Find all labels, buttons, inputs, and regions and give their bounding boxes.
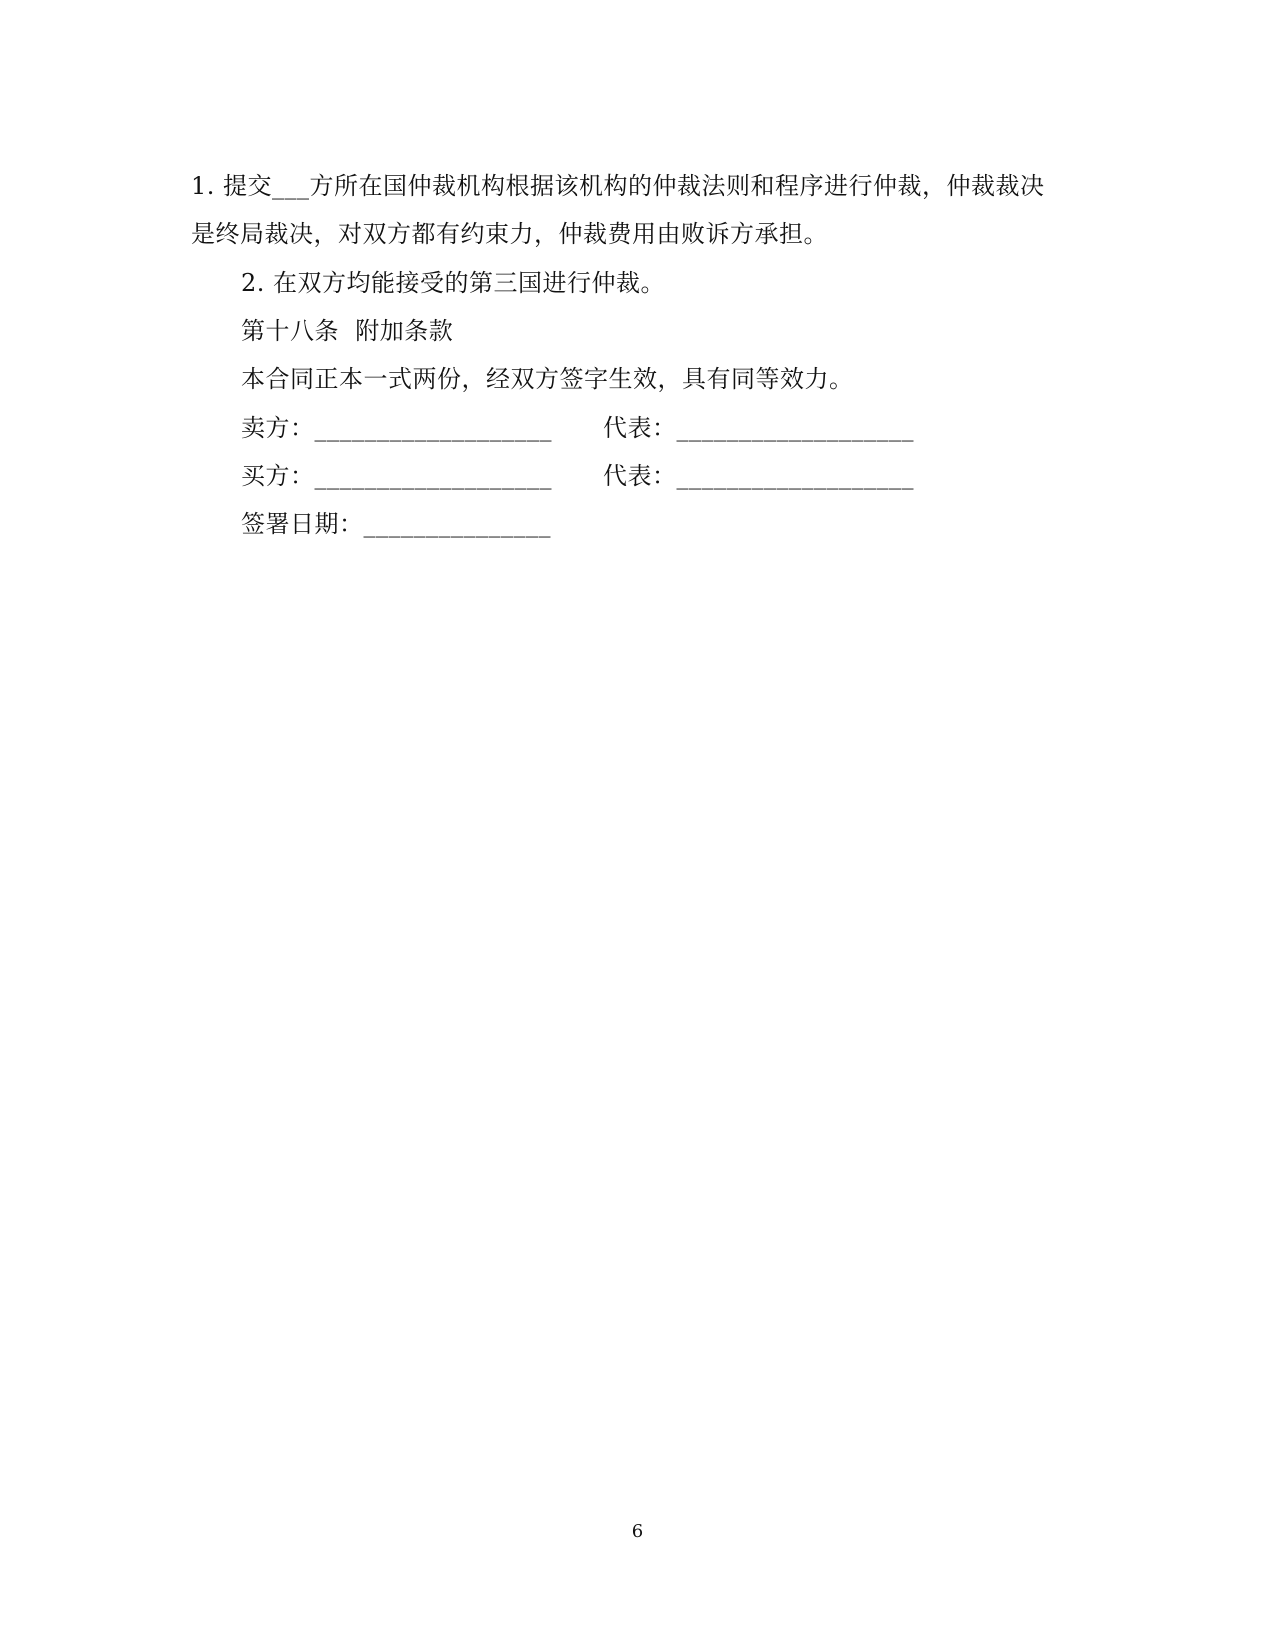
article-18-heading: 第十八条 附加条款 bbox=[241, 317, 454, 345]
buyer-signature-line: 买方：___________________ bbox=[241, 462, 552, 490]
arbitration-clause-1-line-2: 是终局裁决，对双方都有约束力，仲裁费用由败诉方承担。 bbox=[191, 220, 828, 248]
buyer-representative-signature-line: 代表：___________________ bbox=[603, 462, 914, 490]
seller-signature-line: 卖方：___________________ bbox=[241, 414, 552, 442]
copies-clause: 本合同正本一式两份，经双方签字生效，具有同等效力。 bbox=[241, 365, 854, 393]
signing-date-line: 签署日期：_______________ bbox=[241, 510, 551, 538]
arbitration-clause-2: 2. 在双方均能接受的第三国进行仲裁。 bbox=[241, 269, 666, 297]
arbitration-clause-1-line-1: 1. 提交___方所在国仲裁机构根据该机构的仲裁法则和程序进行仲裁，仲裁裁决 bbox=[191, 172, 1045, 200]
seller-representative-signature-line: 代表：___________________ bbox=[603, 414, 914, 442]
page-number: 6 bbox=[631, 1521, 644, 1542]
